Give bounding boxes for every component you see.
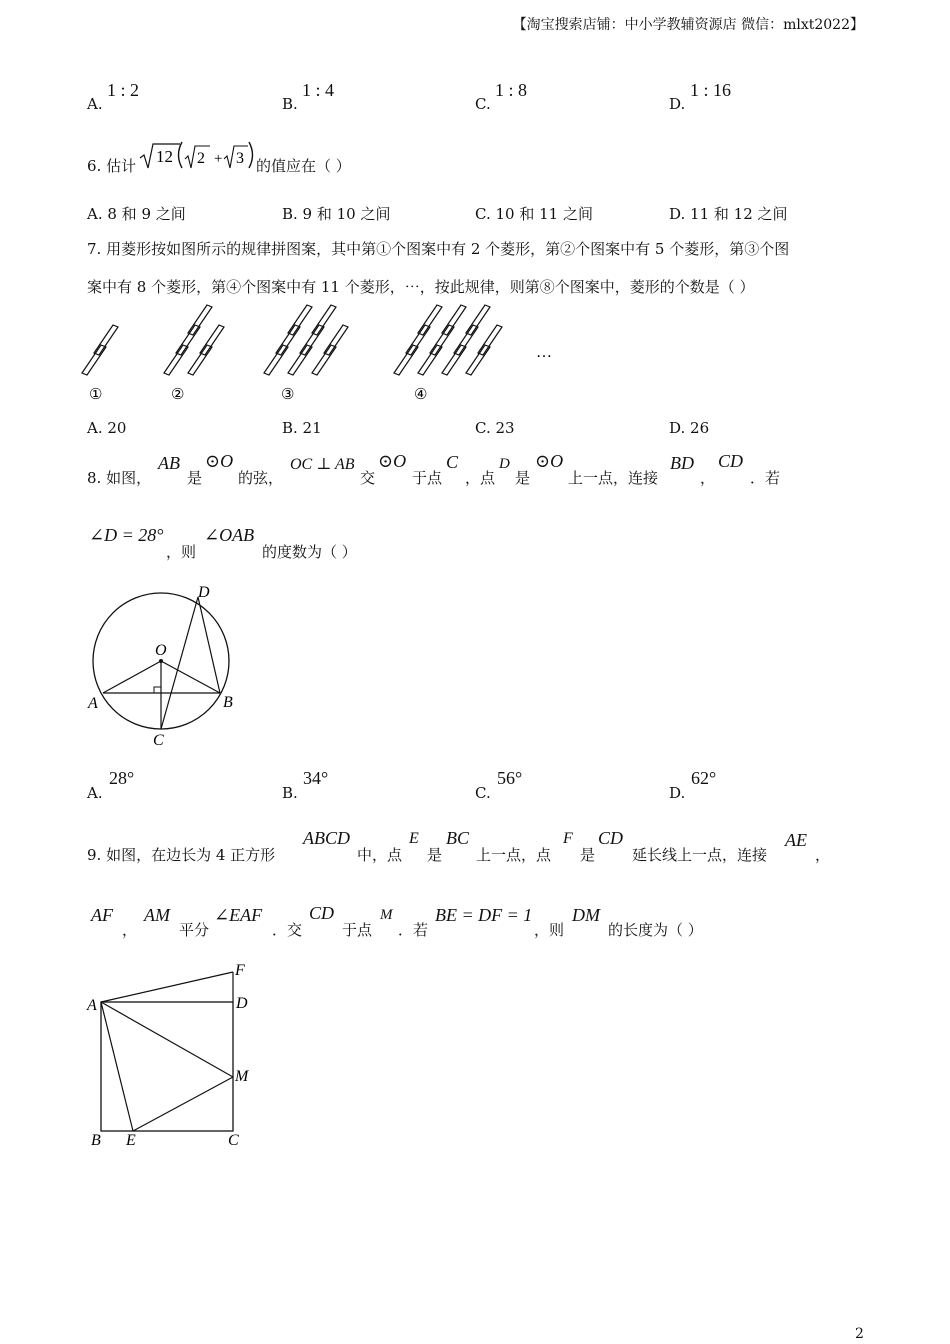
q9-text-6: 延长线上一点，连接 [632, 846, 768, 864]
q8-math-circle-o-2: ⊙O [378, 451, 407, 471]
q7-figure-label-3: ③ [281, 387, 295, 403]
q8-line2-text-1: ，则 [166, 543, 197, 561]
q7-option-c: C. 23 [475, 419, 515, 437]
q5-option-a-label: A. [87, 95, 103, 113]
q6-outer-radicand: 12 [156, 147, 173, 166]
q8-text-3: 的弦， [238, 469, 284, 487]
q6-prefix: 6. 估计 [87, 157, 137, 175]
q9-line2-text-1: ， [122, 921, 138, 939]
q8-circle-figure [80, 578, 250, 753]
q9-text-1: 9. 如图，在边长为 4 正方形 [87, 846, 276, 864]
q9-math-cd-2: CD [309, 903, 335, 923]
rhombus-patterns [82, 305, 502, 375]
q8-math-ab: AB [158, 453, 180, 473]
segment-ae [101, 1002, 133, 1131]
q8-text-6: ，点 [465, 469, 496, 487]
q6-suffix: 的值应在（ ） [256, 157, 351, 175]
q8-math-angle-oab: ∠OAB [204, 525, 255, 545]
q9-math-f: F [563, 830, 573, 847]
q8-option-d-value: 62° [691, 768, 717, 788]
q7-line-1: 7. 用菱形按如图所示的规律拼图案，其中第①个图案中有 2 个菱形，第②个图案中有 5 个菱形，第③个图 [87, 240, 790, 258]
q6-option-c: C. 10 和 11 之间 [475, 205, 593, 223]
q7-rhombus-figure [80, 300, 580, 410]
label-a: A [88, 695, 98, 712]
q9-math-ae: AE [785, 830, 807, 850]
label-b: B [223, 694, 233, 711]
q9-math-bc: BC [446, 828, 470, 848]
q7-option-d: D. 26 [669, 419, 710, 437]
q7-figure-label-4: ④ [414, 387, 428, 403]
segment-oa [103, 661, 161, 693]
q5-option-c-value: 1 : 8 [495, 80, 528, 100]
q8-math-bd: BD [670, 453, 694, 473]
q9-math-angle-eaf: ∠EAF [214, 905, 263, 925]
label-c: C [153, 732, 164, 749]
q9-text-5: 是 [580, 846, 596, 864]
q5-option-d-value: 1 : 16 [690, 80, 732, 100]
q7-option-b: B. 21 [282, 419, 322, 437]
label-d: D [236, 995, 248, 1012]
header-text: 【淘宝搜索店铺：中小学教辅资源店 微信：mlxt2022】 [512, 17, 864, 33]
q5-option-a-value: 1 : 2 [107, 80, 140, 100]
q8-text-5: 于点 [412, 469, 443, 487]
segment-em [133, 1077, 233, 1131]
q8-text-1: 8. 如图， [87, 469, 152, 487]
q8-text-9: ， [700, 469, 716, 487]
q8-text-10: ．若 [750, 469, 781, 487]
right-angle-mark [154, 687, 161, 693]
q6-option-d: D. 11 和 12 之间 [669, 205, 788, 223]
q9-math-m: M [380, 907, 393, 923]
q9-text-2: 中，点 [357, 846, 403, 864]
q8-option-a-label: A. [87, 784, 103, 802]
q8-option-a-value: 28° [109, 768, 135, 788]
q6-inner-radicand-1: 2 [197, 150, 205, 167]
q8-math-circle-o-1: ⊙O [205, 451, 234, 471]
segment-bd [198, 597, 220, 693]
q6-inner-radicand-2: 3 [236, 150, 244, 167]
label-a: A [87, 997, 97, 1014]
label-m: M [235, 1068, 249, 1085]
q6-expression [138, 138, 256, 172]
q9-square-figure [80, 958, 270, 1153]
q9-text-3: 是 [427, 846, 443, 864]
q8-text-2: 是 [187, 469, 203, 487]
q9-line2-text-2: 平分 [179, 921, 210, 939]
square-abcd [101, 1002, 233, 1131]
q8-math-perp: OC ⊥ AB [290, 456, 355, 473]
q9-math-af: AF [91, 905, 113, 925]
q8-math-circle-o-3: ⊙O [535, 451, 564, 471]
label-c: C [228, 1132, 239, 1149]
q9-math-be-df: BE = DF = 1 [435, 905, 533, 925]
q5-option-d-label: D. [669, 95, 686, 113]
label-o: O [155, 642, 167, 659]
q9-line2-text-3: ．交 [272, 921, 303, 939]
q8-option-c-label: C. [475, 784, 491, 802]
q5-option-c-label: C. [475, 95, 491, 113]
q8-text-4: 交 [360, 469, 376, 487]
q9-line2-text-4: 于点 [342, 921, 373, 939]
q9-math-cd: CD [598, 828, 624, 848]
q5-option-b-value: 1 : 4 [302, 80, 335, 100]
q6-option-b: B. 9 和 10 之间 [282, 205, 391, 223]
center-point [159, 659, 163, 663]
q9-line2-text-6: ，则 [534, 921, 565, 939]
q8-option-c-value: 56° [497, 768, 523, 788]
segment-am [101, 1002, 233, 1077]
q8-option-b-value: 34° [303, 768, 329, 788]
q9-line2-text-7: 的长度为（ ） [608, 921, 703, 939]
q7-figure-label-1: ① [89, 387, 103, 403]
q8-math-angle-d: ∠D = 28° [89, 525, 164, 545]
page-number: 2 [855, 1326, 864, 1342]
q9-math-dm: DM [572, 905, 600, 925]
q8-option-b-label: B. [282, 784, 298, 802]
q8-text-7: 是 [515, 469, 531, 487]
q7-option-a: A. 20 [87, 419, 127, 437]
q8-math-cd: CD [718, 451, 744, 471]
q9-math-abcd: ABCD [303, 828, 350, 848]
q8-math-c: C [446, 452, 459, 472]
q8-math-d: D [499, 456, 510, 472]
q6-option-a: A. 8 和 9 之间 [87, 205, 186, 223]
q9-text-7: ， [815, 846, 831, 864]
q8-option-d-label: D. [669, 784, 686, 802]
q9-math-e: E [409, 830, 419, 847]
q8-line2-text-2: 的度数为（ ） [262, 543, 357, 561]
q9-text-4: 上一点，点 [476, 846, 552, 864]
q8-text-8: 上一点，连接 [568, 469, 659, 487]
q6-plus: + [214, 151, 223, 167]
label-b: B [91, 1132, 101, 1149]
q5-option-b-label: B. [282, 95, 298, 113]
q7-figure-label-2: ② [171, 387, 185, 403]
q7-ellipsis: … [536, 344, 552, 361]
segment-af [101, 972, 233, 1002]
label-f: F [235, 962, 245, 979]
q9-math-am: AM [144, 905, 170, 925]
label-e: E [126, 1132, 136, 1149]
label-d: D [198, 584, 210, 601]
segment-cd [161, 597, 198, 729]
q7-line-2: 案中有 8 个菱形，第④个图案中有 11 个菱形，⋯，按此规律，则第⑧个图案中，菱形的个数是（ ） [87, 278, 755, 296]
segment-ob [161, 661, 220, 693]
q9-line2-text-5: ．若 [398, 921, 429, 939]
